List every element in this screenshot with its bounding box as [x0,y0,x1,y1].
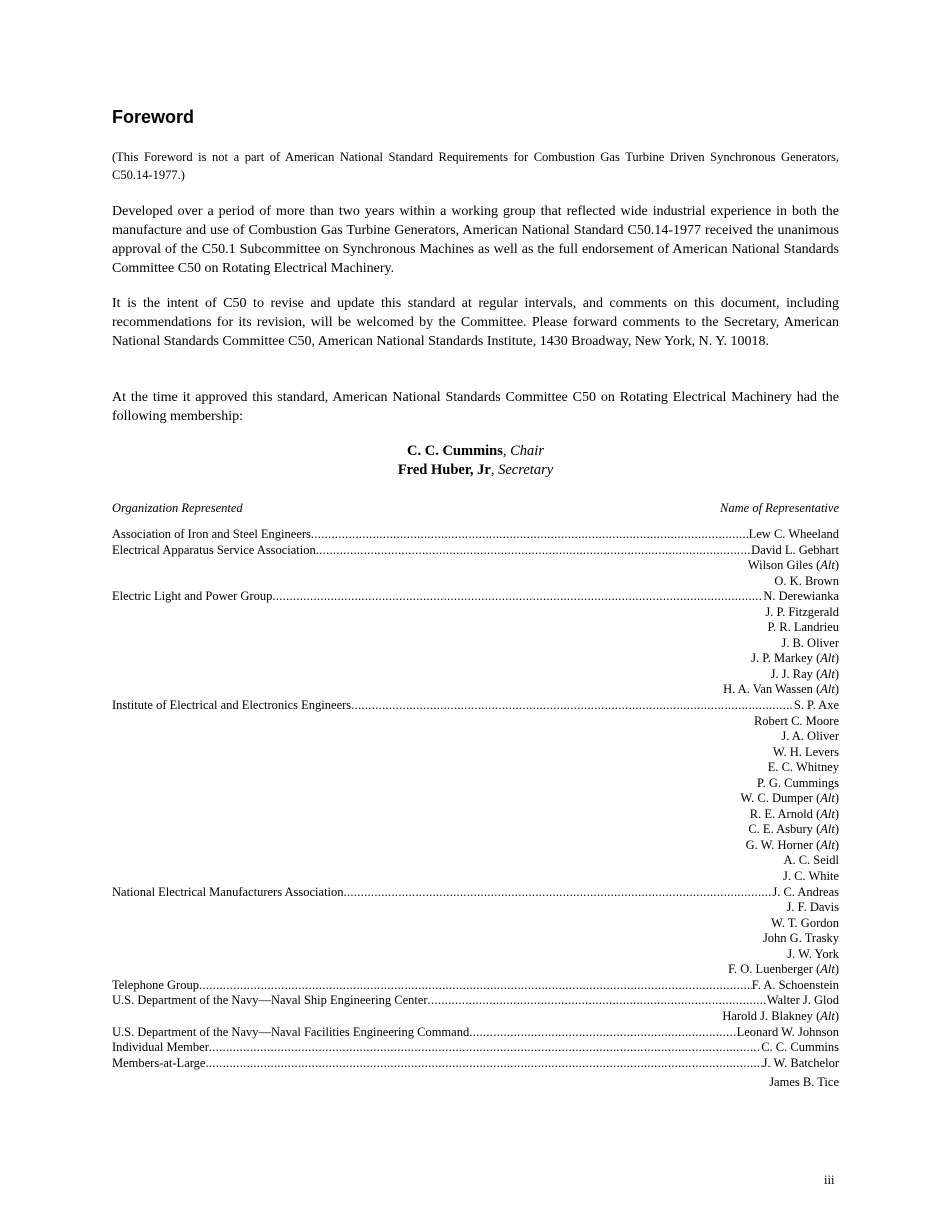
representative-name: F. A. Schoenstein [751,977,839,992]
alternate-label: Alt [820,651,835,666]
representative [774,574,839,590]
chair-line [112,442,839,461]
roster-row [112,822,839,838]
representative-name: A. C. Seidl [783,853,839,868]
dot-leader [428,993,767,1009]
representative-name: Lew C. Wheeland [748,527,839,541]
alternate-label: Alt [820,666,835,681]
roster-row [112,527,839,543]
representative-name: J. B. Oliver [781,635,839,650]
representative: R. E. Arnold (Alt) [749,806,839,821]
representative [768,760,839,776]
roster-row [112,760,839,776]
representative-name: P. G. Cummings [757,775,839,790]
dot-leader [311,527,749,543]
page-number: iii [824,1173,835,1187]
dot-leader [205,1056,762,1072]
representative-name: Robert C. Moore [753,713,839,728]
roster-row [112,682,839,698]
chair-name: C. C. Cummins [407,443,503,459]
alternate-label: Alt [820,1008,835,1023]
representative-name: Harold J. Blakney [722,1008,813,1023]
organization-name: National Electrical Manufacturers Association [112,884,344,899]
representative-name: G. W. Horner [745,837,813,852]
dot-leader [272,589,763,605]
roster-row [112,605,839,621]
representative-name: J. P. Fitzgerald [765,604,839,619]
roster-row [112,776,839,792]
representative-name: W. C. Dumper [740,791,813,806]
rep-column-header: Name of Representative [720,501,839,515]
foreword-disclaimer: (This Foreword is not a part of American National Standard Requirements for Combustion Gas Turbine Driven Synchronous Generators, C50.14-1977.) [112,150,839,182]
representative-name: J. C. White [782,869,839,884]
alternate-label: Alt [820,962,835,977]
representative [787,900,839,916]
roster-row [112,1075,839,1091]
representative [763,1056,839,1072]
dot-leader [209,1040,761,1056]
organization-name: Electrical Apparatus Service Association [112,542,316,557]
organization-name: U.S. Department of the Navy—Naval Facilities Engineering Command [112,1024,470,1039]
alternate-label: Alt [820,558,835,573]
representative [769,1075,839,1091]
dot-leader [469,1025,736,1041]
representative: H. A. Van Wassen (Alt) [723,682,839,697]
representative-name: C. E. Asbury [748,822,813,837]
roster-row [112,947,839,963]
representative-name: H. A. Van Wassen [723,682,813,697]
roster-row [112,962,839,978]
representative [783,853,839,869]
paragraph-development: Developed over a period of more than two years within a working group that reflected wide industrial experience in both the manufacture and use of Combustion Gas Turbine Generators, American National Standard C50.14-1977 received the unanimous approval of the C50.1 Subcommittee on Synchronous Machines as well as the full endorsement of American National Standards Committee C50 on Rotating Electrical Machinery. [112,204,839,276]
secretary-role: , Secretary [490,462,554,478]
representative-name: N. Derewianka [763,589,839,604]
representative-name: J. W. Batchelor [762,1055,839,1070]
representative [767,620,839,636]
roster-row [112,978,839,994]
representative-name: James B. Tice [769,1075,839,1090]
organization-name: Telephone Group [112,977,199,992]
roster-row [112,543,839,559]
roster-row [112,745,839,761]
representative-name: J. F. Davis [786,900,839,915]
representative [763,589,839,605]
representative: G. W. Horner (Alt) [745,837,839,852]
representative: J. P. Markey (Alt) [751,651,839,666]
representative-name: David L. Gebhart [751,542,839,557]
roster-row [112,838,839,854]
representative-name: O. K. Brown [774,573,839,588]
alternate-label: Alt [820,837,835,852]
representative-name: P. R. Landrieu [767,620,839,635]
dot-leader [316,543,751,559]
roster-row [112,729,839,745]
roster-row [112,993,839,1009]
roster-row [112,574,839,590]
paragraph-revision: It is the intent of C50 to revise and update this standard at regular intervals, and comments on this document, including recommendations for its revision, will be welcomed by the Committee. Please forward comments to the Secretary, American National Standards Committee C50, American National Standards Institute, 1430 Broadway, New York, N. Y. 10018. [112,296,839,349]
roster-row [112,853,839,869]
organization-name: Individual Member [112,1040,209,1055]
alternate-label: Alt [820,682,835,697]
roster-row [112,931,839,947]
representative-name: F. O. Luenberger [728,962,813,977]
representative: W. C. Dumper (Alt) [740,791,839,806]
representative [772,885,839,901]
organization-name: Members-at-Large [112,1055,206,1070]
alternate-label: Alt [820,791,835,806]
roster-row [112,589,839,605]
roster-row [112,636,839,652]
roster-row [112,620,839,636]
representative [752,978,839,994]
representative: F. O. Luenberger (Alt) [728,962,839,977]
secretary-name: Fred Huber, Jr [397,462,491,478]
roster-row [112,869,839,885]
roster-row [112,1056,839,1072]
representative-name: Leonard W. Johnson [736,1024,839,1039]
representative: Wilson Giles (Alt) [747,558,839,573]
roster-row [112,791,839,807]
representative [781,636,839,652]
dot-leader [344,885,773,901]
committee-officers [112,442,839,480]
representative-name: W. H. Levers [772,744,839,759]
representative-name: S. P. Axe [793,698,839,713]
dot-leader [351,698,794,714]
alternate-label: Alt [820,822,835,837]
roster-row [112,651,839,667]
representative [771,916,839,932]
roster-row [112,667,839,683]
roster-column-headers [112,500,839,516]
representative-name: J. J. Ray [770,666,813,681]
representative-name: E. C. Whitney [767,760,839,775]
roster-row [112,900,839,916]
representative [794,698,839,714]
roster-row [112,714,839,730]
representative-name: Walter J. Glod [766,993,839,1008]
representative [763,931,839,947]
representative [751,543,839,559]
representative-name: J. C. Andreas [772,884,839,899]
representative [781,729,839,745]
representative: C. E. Asbury (Alt) [748,822,839,837]
roster-row [112,885,839,901]
roster-row [112,1009,839,1025]
representative [749,527,839,543]
organization-name: Institute of Electrical and Electronics Engineers [112,698,352,713]
representative [787,947,839,963]
representative [757,776,839,792]
representative-name: R. E. Arnold [749,806,813,821]
secretary-line [112,461,839,480]
organization-name: Electric Light and Power Group [112,589,273,604]
representative-name: C. C. Cummins [761,1040,839,1055]
representative-name: John G. Trasky [762,931,839,946]
dot-leader [199,978,752,994]
representative-name: J. P. Markey [751,651,813,666]
membership-roster [112,527,839,1091]
representative [754,714,839,730]
roster-row [112,807,839,823]
representative-name: J. W. York [787,946,839,961]
representative: Harold J. Blakney (Alt) [722,1008,839,1023]
organization-name: Association of Iron and Steel Engineers [112,527,311,541]
representative [765,605,839,621]
organization-name: U.S. Department of the Navy—Naval Ship Engineering Center [112,993,428,1008]
page-title: Foreword [112,107,195,127]
representative [773,745,839,761]
representative [737,1025,839,1041]
paragraph-membership: At the time it approved this standard, American National Standards Committee C50 on Rotating Electrical Machinery had the following membership: [112,390,839,424]
representative-name: J. A. Oliver [781,729,839,744]
roster-row [112,916,839,932]
representative: J. J. Ray (Alt) [770,666,839,681]
roster-row [112,1025,839,1041]
roster-row [112,558,839,574]
org-column-header: Organization Represented [112,501,243,515]
representative [767,993,839,1009]
representative [761,1040,839,1056]
chair-role: , Chair [502,443,544,459]
representative [783,869,839,885]
representative-name: W. T. Gordon [771,915,839,930]
representative-name: Wilson Giles [747,558,813,573]
roster-row [112,698,839,714]
roster-row [112,1040,839,1056]
alternate-label: Alt [820,806,835,821]
